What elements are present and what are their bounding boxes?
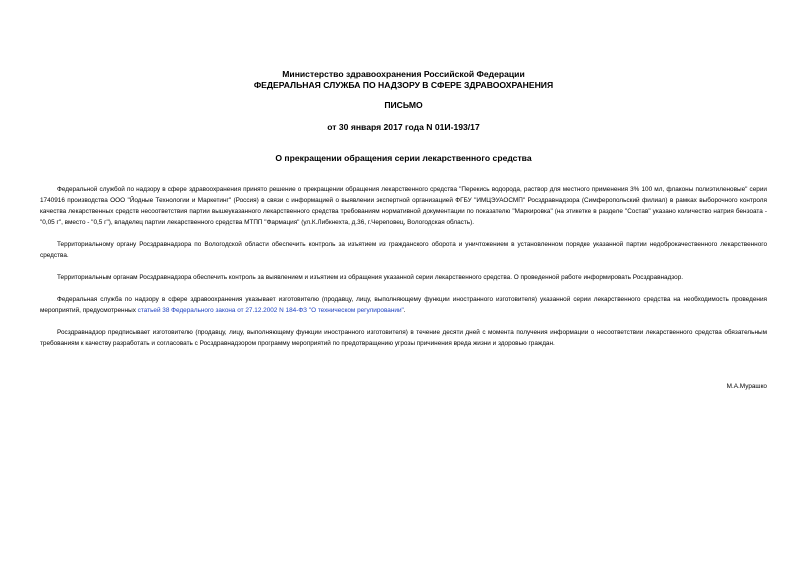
service-name: ФЕДЕРАЛЬНАЯ СЛУЖБА ПО НАДЗОРУ В СФЕРЕ ЗДРАВООХРАНЕНИЯ xyxy=(253,80,554,90)
paragraph-text-end: . xyxy=(403,307,406,314)
paragraph-text: Федеральная служба по надзору в сфере здравоохранения указывает изготовителю (продавцу, лицу, выполняющему функции иностранного изготовителя) указанной серии лекарственного средства на необходимость проведения мероприятий, предусмотренных xyxy=(40,296,767,314)
paragraph-vologda-control: Территориальному органу Росздравнадзора по Вологодской области обеспечить контроль за изъятием из гражданского оборота и уничтожением в установленном порядке указанной партии недоброкачественного лекарственного средства. xyxy=(40,241,767,259)
paragraph-decision: Федеральной службой по надзору в сфере здравоохранения принято решение о прекращении обращения лекарственного средства "Перекись водорода, раствор для местного применения 3% 100 мл, флаконы полиэтиленовые" серии 1740916 производства ООО "Йодные Технологии и Маркетинг" (Россия) в связи с информацией о выявлении экспертной организацией ФГБУ "ИМЦЭУАОСМП" Росздравнадзора (Симферопольский филиал) в рамках выборочного контроля качества лекарственных средств несоответствия партии вышеуказанного лекарственного средства требованиям нормативной документации по показателю "Маркировка" (на этикетке в разделе "Состав" указано количество натрия бензоата - "0,05 г", вместо - "0,5 г"), владелец партии лекарственного средства МТПП "Фармация" (ул.К.Либкнехта, д.36, г.Череповец, Вологодская область). xyxy=(40,186,767,226)
paragraph-manufacturer-measures xyxy=(40,294,767,316)
ministry-name: Министерство здравоохранения Российской Федерации xyxy=(282,69,525,79)
document-date-number: от 30 января 2017 года N 01И-193/17 xyxy=(327,122,480,132)
document-title: О прекращении обращения серии лекарственного средства xyxy=(275,153,532,163)
paragraph-prescription: Росздравнадзор предписывает изготовителю (продавцу, лицу, выполняющему функции иностранного изготовителя) в течение десяти дней с момента получения информации о несоответствии лекарственного средства обязательным требованиям к качеству разработать и согласовать с Росздравнадзором программу мероприятий по предотвращению угрозы причинения вреда жизни и здоровью граждан. xyxy=(40,329,767,347)
document-type: ПИСЬМО xyxy=(384,100,423,110)
document-body xyxy=(40,184,767,360)
paragraph-territorial-control: Территориальным органам Росздравнадзора обеспечить контроль за выявлением и изъятием из обращения указанной серии лекарственного средства. О проведенной работе информировать Росздравнадзор. xyxy=(57,274,684,281)
document-header xyxy=(0,69,807,91)
law-article-link[interactable]: статьей 38 Федерального закона от 27.12.2002 N 184-ФЗ "О техническом регулировании" xyxy=(137,307,404,314)
signature: М.А.Мурашко xyxy=(726,383,767,390)
